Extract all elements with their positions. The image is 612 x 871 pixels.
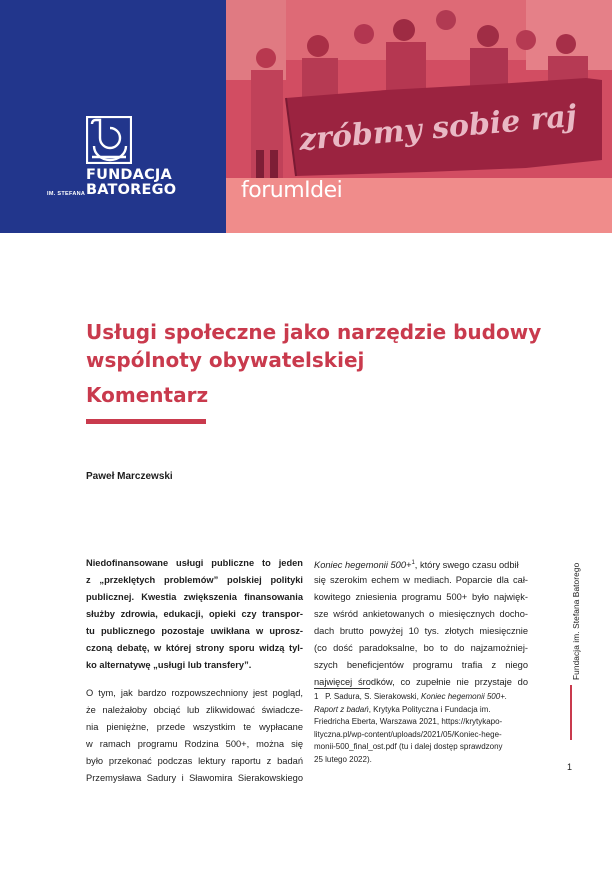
header-photo-panel <box>226 0 612 233</box>
page-number: 1 <box>567 762 573 772</box>
paragraph-line: szych beneficjentów programu trafia z niego <box>314 660 528 670</box>
side-label <box>560 550 581 680</box>
paragraph-line: służby zdrowia, edukacji, opieki czy transpor- <box>86 609 303 619</box>
footnote-line: 25 lutego 2022). <box>314 755 372 764</box>
paragraph-line: ko alternatywę „usługi lub transfery”. <box>86 660 252 670</box>
footnote <box>314 691 528 771</box>
footnote-number: 1 <box>314 692 319 701</box>
series-name: forumIdei <box>241 178 343 203</box>
paragraph-line: czoną debatę, w której strony sporu widzą tyl- <box>86 643 303 653</box>
cited-title: Koniec hegemonii 500+ <box>314 560 412 571</box>
paragraph-line: tu publicznego pozostaje uwikłana w uprosz- <box>86 626 303 636</box>
paragraph-line: się szerokim echem w mediach. Poparcie dla cał- <box>314 575 528 585</box>
logo-text-line1: FUNDACJA <box>86 167 172 183</box>
footnote-text: P. Sadura, S. Sierakowski, <box>325 692 422 701</box>
foundation-logo-icon <box>86 116 132 164</box>
title-line2: wspólnoty obywatelskiej <box>86 348 365 372</box>
paragraph-line: sze wśród ankietowanych o miesięcznych docho- <box>314 609 528 619</box>
footnote-line: monii-500_final_ost.pdf (tu i dalej dostęp sprawdzony <box>314 742 503 752</box>
logo-small-text: IM. STEFANA <box>47 191 86 197</box>
paragraph-line: (co dość paradoksalne, bo to do najzamożniej- <box>314 643 528 653</box>
paragraph-line: dach brutto powyżej 10 tys. złotych miesięcznie <box>314 626 528 636</box>
paragraph-line: Przemysława Sadury i Sławomira Sierakowskiego <box>86 773 303 783</box>
footnote-ref: 1 <box>411 560 415 566</box>
paragraph-line: kowitego zniesienia programu 500+ było najwięk- <box>314 592 528 602</box>
footnote-title: Raport z badań <box>314 704 369 714</box>
footnote-line <box>314 691 507 704</box>
author-name: Paweł Marczewski <box>86 471 173 482</box>
footnote-text: , Krytyka Polityczna i Fundacja im. <box>368 704 491 714</box>
paragraph-line: nia pieniężne, przede wszystkim te wypłacane <box>86 722 303 732</box>
footnote-line: Friedricha Eberta, Warszawa 2021, https://krytykapo- <box>314 717 503 727</box>
footnote-rule <box>314 688 370 689</box>
paragraph-text: , który swego czasu odbił <box>414 560 519 571</box>
header-photo <box>226 0 612 178</box>
title-subtitle: Komentarz <box>86 383 209 407</box>
footnote-line <box>314 704 491 717</box>
paragraph-line: było przekonać podczas lektury raportu z badań <box>86 756 303 766</box>
footnote-line: lityczna.pl/wp-content/uploads/2021/05/Koniec-hege- <box>314 729 502 739</box>
paragraph-line: Niedofinansowane usługi publiczne to jeden <box>86 558 303 568</box>
paragraph-line: z „przeklętych problemów” polskiej polityki <box>86 575 303 585</box>
paragraph-line: najwięcej środków, co zupełnie nie przystaje do <box>314 677 528 687</box>
paragraph-line: O tym, jak bardzo rozpowszechniony jest pogląd, <box>86 688 303 698</box>
paragraph-line: publicznej. Kwestia zwiększenia finansowania <box>86 592 303 602</box>
footnote-title: Koniec hegemonii 500+. <box>421 692 508 701</box>
banner-text: zróbmy sobie raj <box>297 98 578 158</box>
paragraph-line: w ramach programu Rodzina 500+, można się <box>86 739 303 749</box>
logo-text-line2: BATOREGO <box>86 182 177 198</box>
title-underline <box>86 419 206 424</box>
side-label-text: Fundacja im. Stefana Batorego <box>571 562 581 680</box>
side-accent-bar <box>570 685 572 740</box>
paragraph-line: że należałoby obciąć lub zlikwidować świadcze- <box>86 705 303 715</box>
title-line1: Usługi społeczne jako narzędzie budowy <box>86 320 542 344</box>
